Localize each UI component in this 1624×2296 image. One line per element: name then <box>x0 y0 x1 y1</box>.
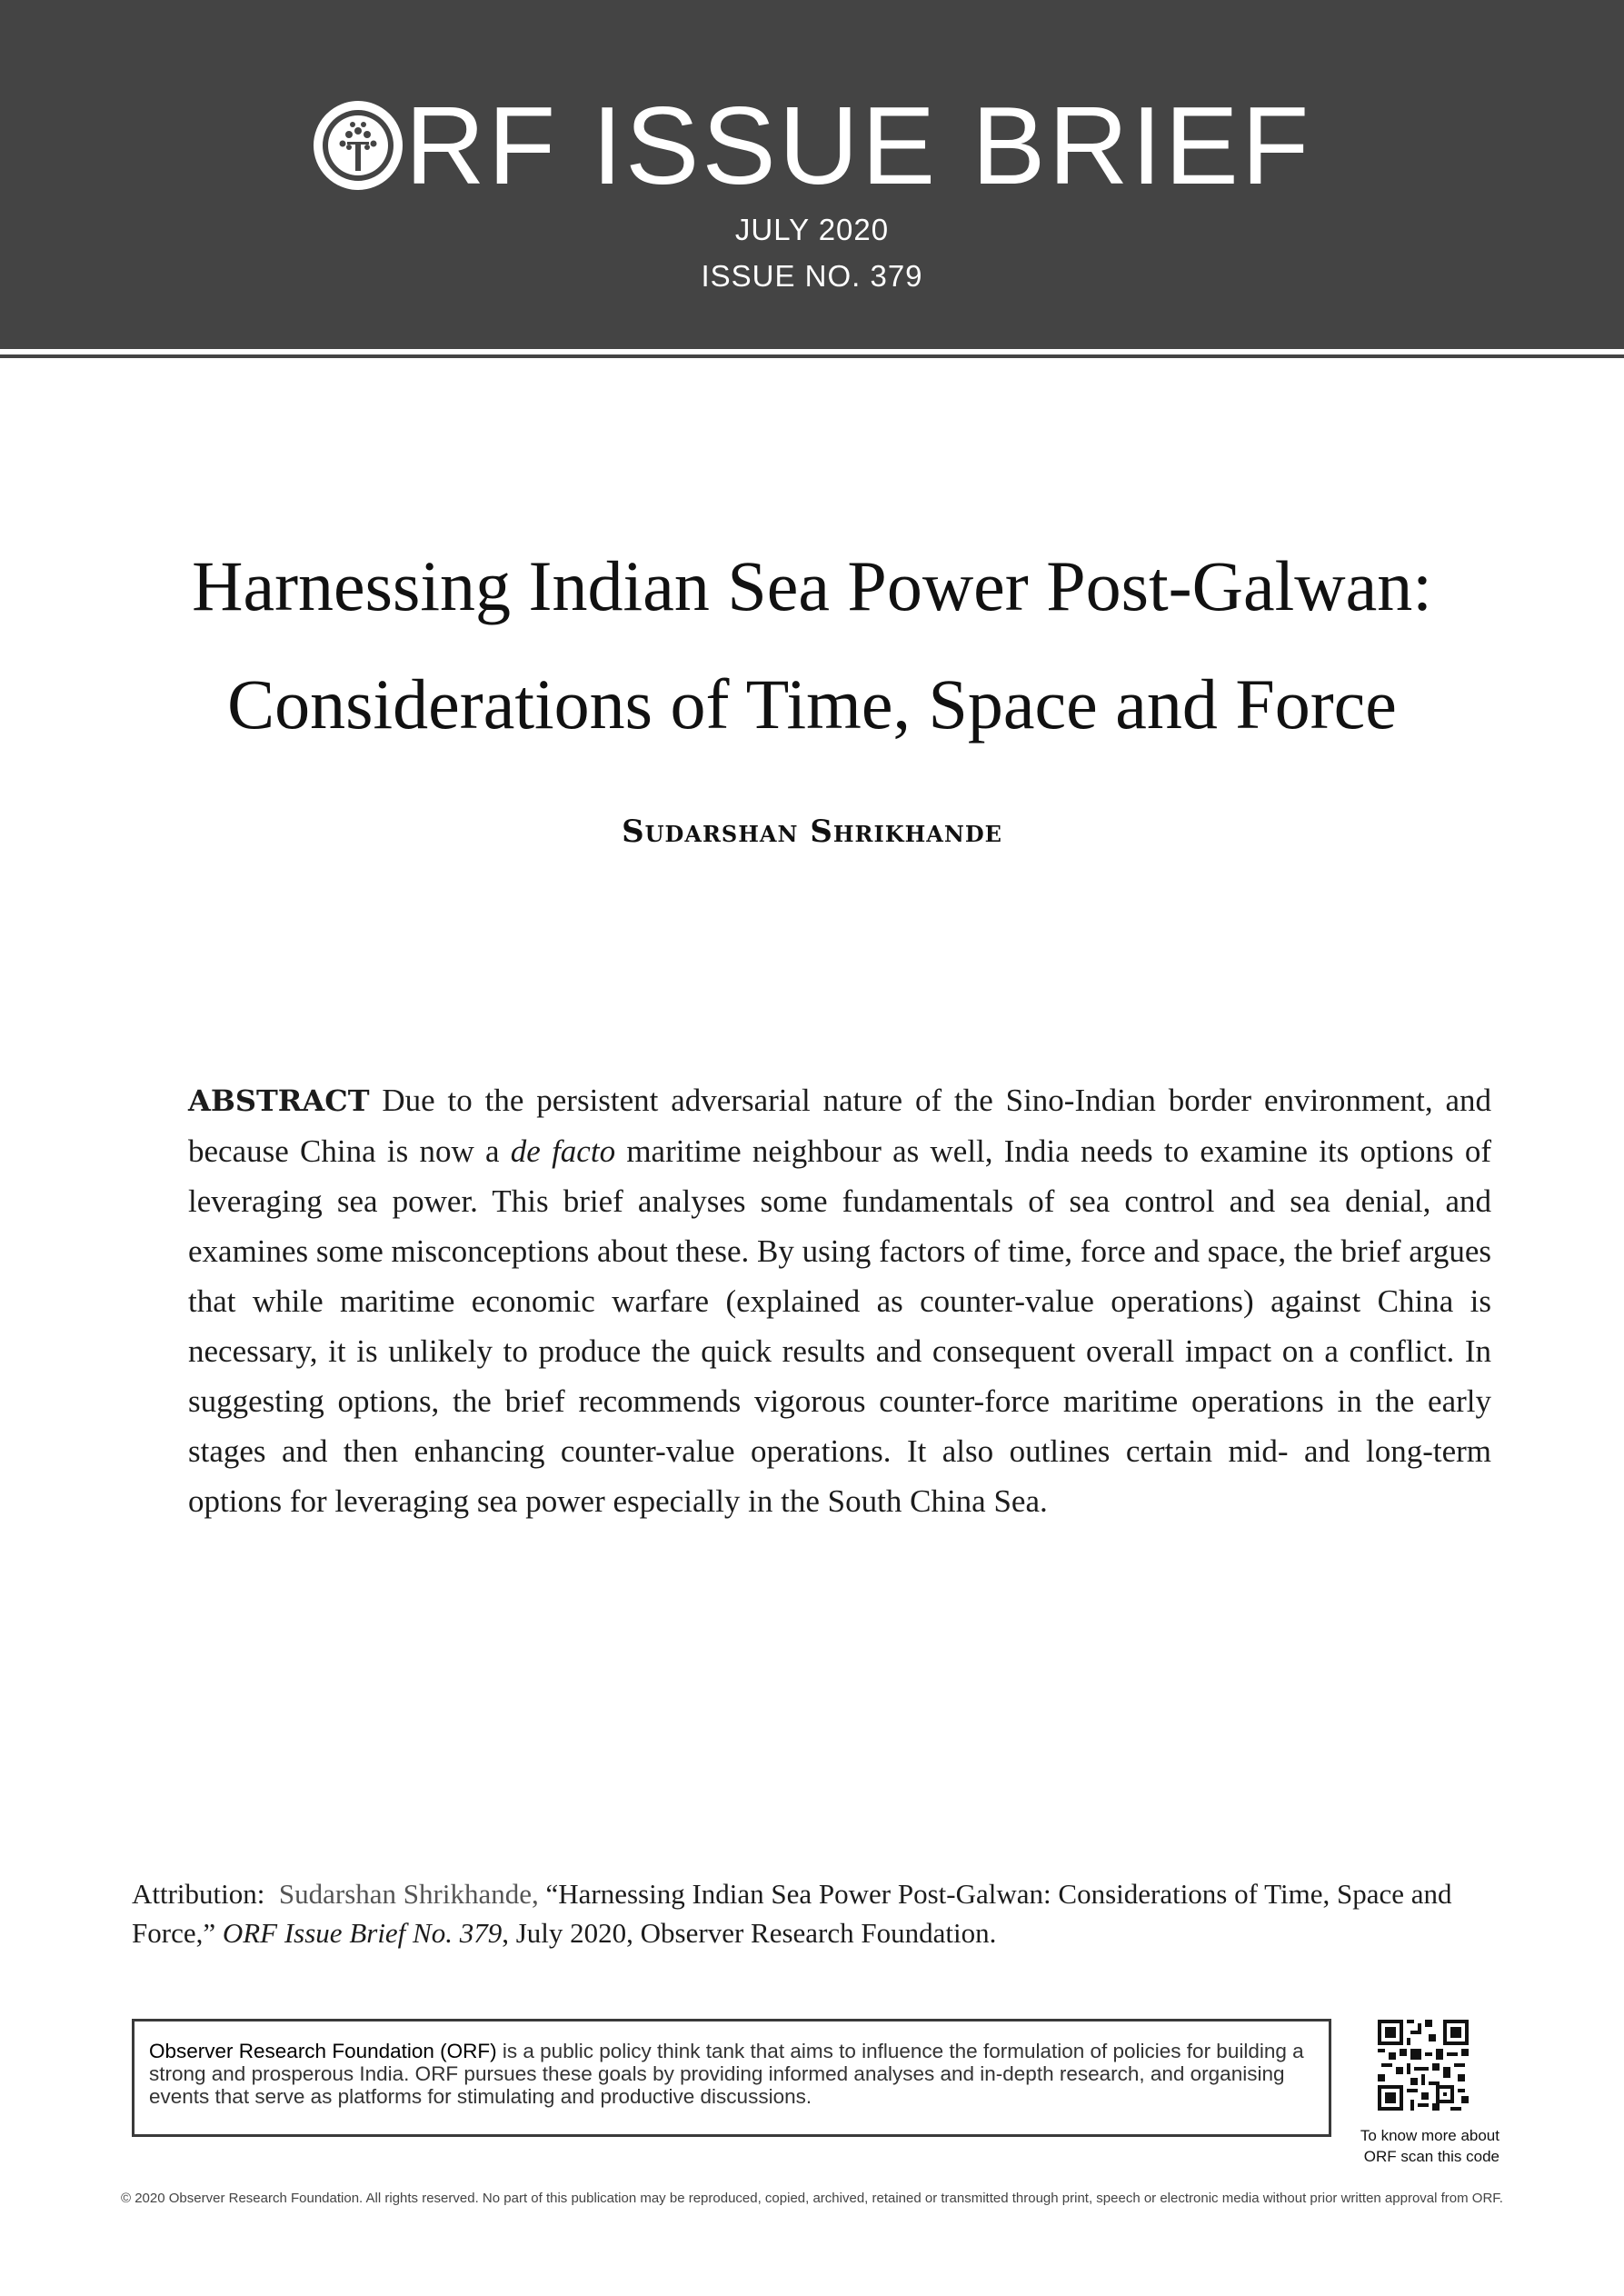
attribution <box>132 1874 1459 1952</box>
abstract <box>188 1075 1491 1526</box>
author-name: Sudarshan Shrikhande <box>622 814 1002 850</box>
title-line-2: Considerations of Time, Space and Force <box>227 664 1397 744</box>
issue-number: ISSUE NO. 379 <box>701 259 923 293</box>
orf-tree-logo-icon <box>313 100 404 191</box>
attribution-series: ORF Issue Brief No. 379 <box>222 1917 503 1949</box>
title-line-1: Harnessing Indian Sea Power Post-Galwan: <box>192 546 1432 625</box>
qr-caption-line-2: ORF scan this code <box>1363 2148 1499 2165</box>
issue-date: JULY 2020 <box>734 213 890 246</box>
qr-caption-line-1: To know more about <box>1360 2127 1499 2144</box>
attribution-text-2: , July 2020, Observer Research Foundation. <box>502 1917 997 1949</box>
copyright-notice: © 2020 Observer Research Foundation. All rights reserved. No part of this publication may be reproduced, copied, archived, retained or transmitted through print, speech or electronic media without prior written approval from ORF. <box>121 2191 1503 2206</box>
orf-description: is a public policy think tank that aims to influence the formulation of policies for building a strong and prosperous India. ORF pursues these goals by providing informed analyses and in-depth research, and organising events that serve as platforms for stimulating and productive discussions. <box>149 2040 1304 2108</box>
attribution-text-1: “Harnessing Indian Sea Power Post-Galwan: Considerations of Time, Space and Force,” <box>132 1878 1452 1949</box>
abstract-text-part-2: maritime neighbour as well, India needs to examine its options of leveraging sea power. This brief analyses some fundamentals of sea control and sea denial, and examines some misconceptions about these. By using factors of time, force and space, the brief argues that while maritime economic warfare (explained as counter-value operations) against China is necessary, it is unlikely to produce the quick results and consequent overall impact on a conflict. In suggesting options, the brief recommends vigorous counter-force maritime operations in the early stages and then enhancing counter-value operations. It also outlines certain mid- and long-term options for leveraging sea power especially in the South China Sea. <box>188 1133 1491 1519</box>
header-divider <box>0 354 1624 358</box>
attribution-label: Attribution: <box>132 1878 265 1910</box>
qr-caption <box>1345 2125 1499 2167</box>
qr-code-icon[interactable] <box>1378 2020 1469 2111</box>
abstract-italic-term: de facto <box>510 1133 616 1169</box>
header-banner <box>0 0 1624 349</box>
orf-name: Observer Research Foundation (ORF) <box>149 2040 497 2062</box>
attribution-author: Sudarshan Shrikhande, <box>278 1878 539 1910</box>
brief-title <box>91 527 1533 764</box>
brand-title-text: RF ISSUE BRIEF <box>404 84 1312 207</box>
brand-title <box>0 86 1624 205</box>
abstract-label: ABSTRACT <box>188 1083 370 1118</box>
abstract-text-part-1: Due to the persistent adversarial nature of the Sino-Indian border environment, and because China is now a <box>188 1083 1491 1169</box>
orf-description-box <box>132 2019 1331 2137</box>
